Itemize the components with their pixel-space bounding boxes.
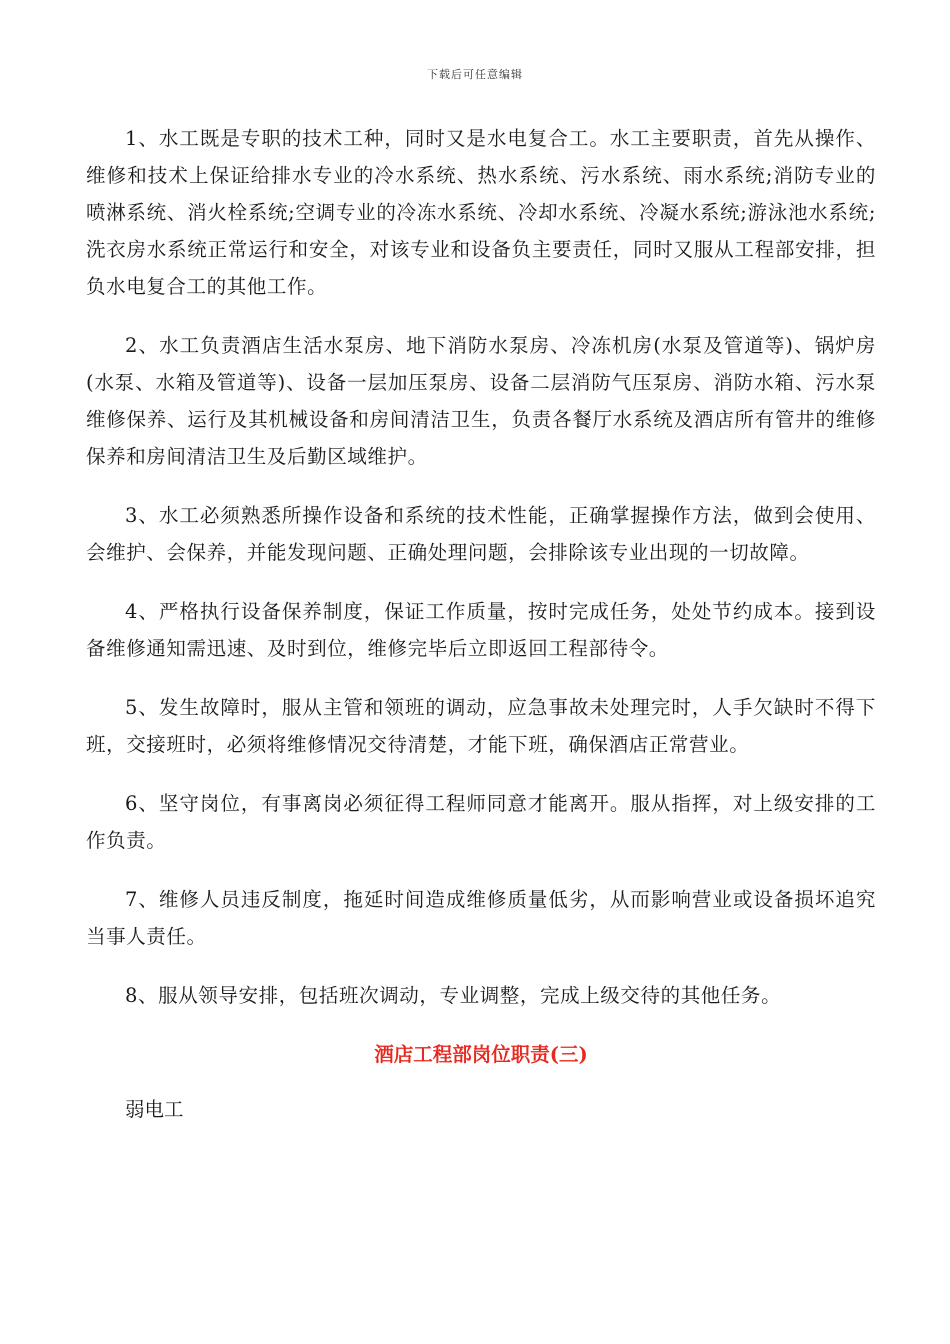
duty-paragraph-4: 4、严格执行设备保养制度，保证工作质量，按时完成任务，处处节约成本。接到设备维修通知需迅速、及时到位，维修完毕后立即返回工程部待令。 [86,600,876,660]
duty-paragraph-5: 5、发生故障时，服从主管和领班的调动，应急事故未处理完时，人手欠缺时不得下班，交接班时，必须将维修情况交待清楚，才能下班，确保酒店正常营业。 [86,696,876,756]
duty-paragraph-1: 1、水工既是专职的技术工种，同时又是水电复合工。水工主要职责，首先从操作、维修和技术上保证给排水专业的冷水系统、热水系统、污水系统、雨水系统;消防专业的喷淋系统、消火栓系统;空调专业的冷冻水系统、冷却水系统、冷凝水系统;游泳池水系统;洗衣房水系统正常运行和安全，对该专业和设备负主要责任，同时又服从工程部安排，担负水电复合工的其他工作。 [86,127,876,298]
duty-paragraph-3: 3、水工必须熟悉所操作设备和系统的技术性能，正确掌握操作方法，做到会使用、会维护、会保养，并能发现问题、正确处理问题，会排除该专业出现的一切故障。 [86,504,876,564]
duty-paragraph-7: 7、维修人员违反制度，拖延时间造成维修质量低劣，从而影响营业或设备损坏追究当事人责任。 [86,888,876,948]
duty-paragraph-8: 8、服从领导安排，包括班次调动，专业调整，完成上级交待的其他任务。 [125,984,782,1007]
section-title: 酒店工程部岗位职责(三) [374,1043,588,1066]
duty-paragraph-6: 6、坚守岗位，有事离岗必须征得工程师同意才能离开。服从指挥，对上级安排的工作负责。 [86,792,876,852]
page-header-note: 下载后可任意编辑 [427,68,523,81]
section-subheading: 弱电工 [125,1098,184,1121]
duty-paragraph-2: 2、水工负责酒店生活水泵房、地下消防水泵房、冷冻机房(水泵及管道等)、锅炉房(水泵、水箱及管道等)、设备一层加压泵房、设备二层消防气压泵房、消防水箱、污水泵维修保养、运行及其机械设备和房间清洁卫生，负责各餐厅水系统及酒店所有管井的维修保养和房间清洁卫生及后勤区域维护。 [86,334,876,468]
document-body [86,120,876,1128]
